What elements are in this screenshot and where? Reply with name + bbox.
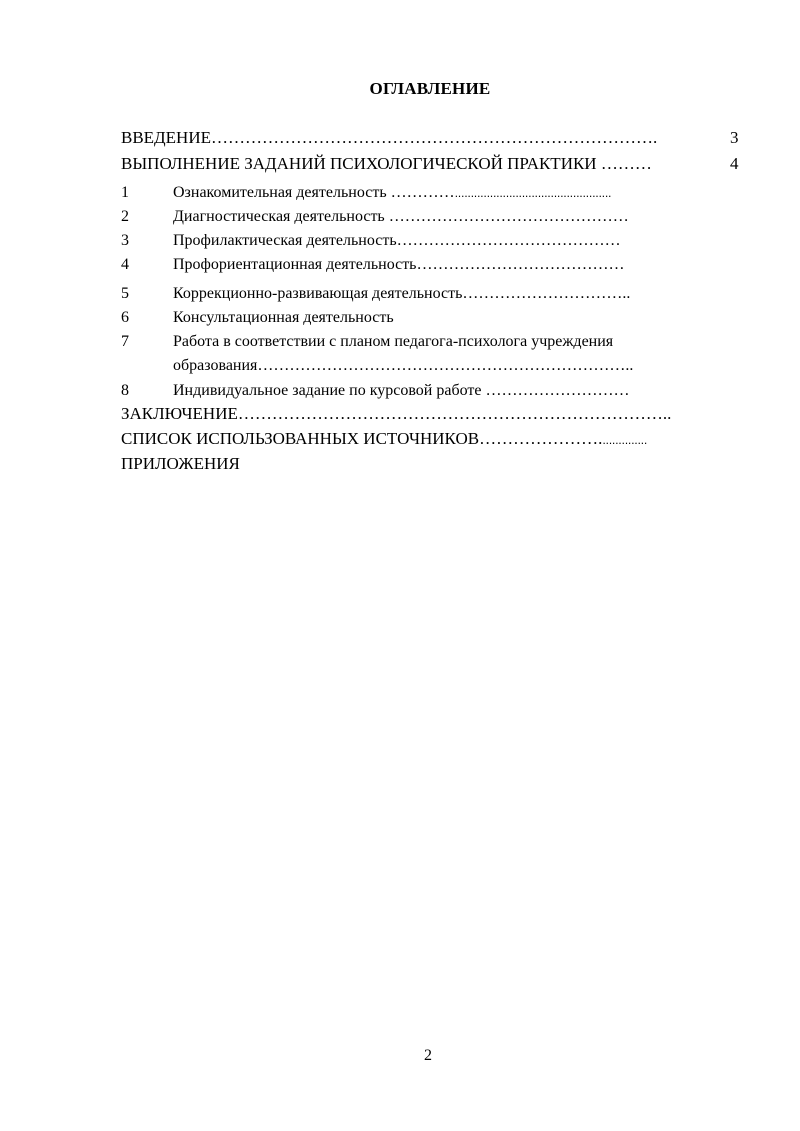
toc-entry-leader: .............. <box>602 434 648 447</box>
toc-item-text: Коррекционно-развивающая деятельность………………………….. <box>173 285 631 302</box>
toc-entry-label: ВВЕДЕНИЕ……………………………………………………………………. <box>121 128 658 147</box>
toc-entry-conclusion <box>121 404 671 424</box>
toc-item-number: 1 <box>121 184 129 201</box>
toc-item-number: 6 <box>121 309 129 326</box>
toc-item-text: Консультационная деятельность <box>173 309 394 326</box>
page-number: 2 <box>424 1047 432 1064</box>
toc-entry-introduction <box>121 128 739 148</box>
toc-item-number: 8 <box>121 382 129 399</box>
toc-entry-label: ЗАКЛЮЧЕНИЕ………………………………………………………………….. <box>121 404 672 423</box>
toc-item-text: Профориентационная деятельность………………………………… <box>173 256 625 273</box>
toc-item-number: 4 <box>121 256 129 273</box>
toc-item-text: Работа в соответствии с планом педагога-психолога учреждения <box>173 333 614 350</box>
toc-item-number: 5 <box>121 285 129 302</box>
toc-entry-sources <box>121 429 647 449</box>
toc-item-number: 7 <box>121 333 129 350</box>
toc-item-text: Диагностическая деятельность ……………………………………… <box>173 208 629 225</box>
toc-item-text: Индивидуальное задание по курсовой работе ……………………… <box>173 382 630 399</box>
toc-item-number: 3 <box>121 232 129 249</box>
toc-entry-page: 3 <box>730 128 739 147</box>
toc-entry-label: ПРИЛОЖЕНИЯ <box>121 454 240 473</box>
toc-item-text: Ознакомительная деятельность …………................................................. <box>173 184 612 201</box>
toc-item-number: 2 <box>121 208 129 225</box>
toc-entry-practice-tasks <box>121 154 739 174</box>
toc-entry-label: СПИСОК ИСПОЛЬЗОВАННЫХ ИСТОЧНИКОВ…………………. <box>121 429 603 448</box>
toc-entry-page: 4 <box>730 154 739 173</box>
toc-item-7-continuation <box>173 357 633 375</box>
toc-entry-label: ВЫПОЛНЕНИЕ ЗАДАНИЙ ПСИХОЛОГИЧЕСКОЙ ПРАКТИКИ ……… <box>121 154 652 173</box>
toc-item-text: Профилактическая деятельность…………………………………… <box>173 232 621 249</box>
toc-title: ОГЛАВЛЕНИЕ <box>369 79 491 98</box>
toc-entry-appendices <box>121 454 240 474</box>
toc-item-text: образования…………………………………………………………….. <box>173 357 634 374</box>
